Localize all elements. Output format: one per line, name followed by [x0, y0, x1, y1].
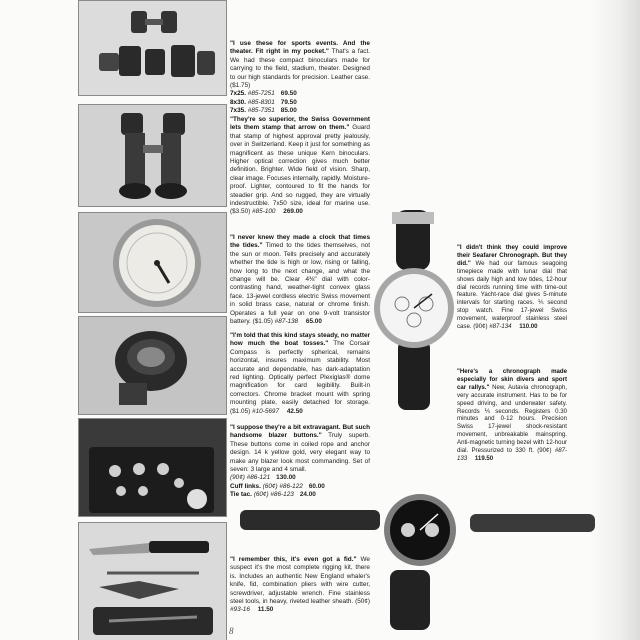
binoculars-icon: [79, 105, 226, 206]
item-body: The Corsair Compass is perfectly spherical, remains horizontal, insures maximum stability. Most accurate and dependable, has dark-adaptation red lighting. Optically perfect Plexiglas® dome magnification for card legibility. Built-in correctors. Chrome bracket mount with spring mounting plate, easily detached for storage. ($1.05): [230, 340, 370, 415]
item-sku: #87-134: [489, 323, 512, 331]
item-body: New, Autavia chronograph, very accurate instrument. Has to be for speed driving, and underwater safety. Records ⅕ seconds. Registers 0.30 minutes and 0-12 hours. Precision Swiss 17-jewel shock-resistant movement, unbreakable mainspring. Anti-magnetic turning bezel with 12-hour dial. Pressurized to 330 ft. (90¢): [457, 383, 567, 455]
price-row: (90¢) #86-121 130.00: [230, 474, 296, 482]
item-price: 269.00: [283, 208, 303, 216]
item-body: That's a fact. We had these compact binoculars made for carrying to the field, stadium, theater. Designed to our high standards for precision. Leather case. ($1.75): [230, 48, 370, 90]
compass-icon: [79, 317, 226, 414]
price-row: Tie tac. (60¢) #86-123 24.00: [230, 491, 316, 499]
price-row: 7x35. #85-7351 85.00: [230, 107, 297, 115]
item-body: Timed to the tides themselves, not the sun or moon. Tells precisely and accurately whether the tide is high or low, rising or falling, how long to the next change, and what the change will be. Clear 4⅜" dial with color-contrasting hand, weather-tight convex glass face. 13-jewel cordless electric Swiss movement in solid brass case, natural or chrome finish. Operates a full year on one 9-volt transistor battery. ($1.05): [230, 242, 370, 326]
price-row: 7x25. #85-7251 69.50: [230, 90, 297, 98]
page-fold-shadow: [590, 0, 640, 640]
item-sku: #93-16: [230, 606, 250, 614]
price-list: [230, 90, 370, 115]
kern-binoculars-photo: [78, 104, 227, 207]
item-tide-clock: [230, 234, 370, 326]
blazer-buttons-photo: [78, 418, 227, 517]
item-headline: "They're so superior, the Swiss Government lets them stamp that arrow on them.": [230, 116, 370, 132]
item-sku: #87-138: [274, 318, 299, 326]
item-compact-binoculars: [230, 40, 370, 116]
item-headline: "I'm told that this kind stays steady, no matter how much the boat tosses.": [230, 332, 370, 348]
binoculars-icon: [79, 1, 226, 95]
knife-icon: [79, 523, 226, 640]
item-autavia-chronograph: [457, 368, 567, 463]
item-body: Guard that stamp of highest approval pretty jealously, over in Switzerland. Keep it just for something as magnificent as these unique Kern binoculars. Higher optical correction gives much better definition. Brighter. Wide field of vision. Sharp, clear image. Focuses internally, rapidly. Moisture-proof. Lighter, contoured to fit the hands for steadier grip. And so rugged, they are virtually indestructible. 7x50 size, ideal for marine use. ($3.50): [230, 124, 370, 216]
item-sku: #87-133: [457, 447, 568, 462]
page-number: 8: [229, 626, 234, 636]
item-headline: "I use these for sports events. And the theater. Fit right in my pocket.": [230, 40, 370, 56]
item-compass: [230, 332, 370, 416]
price-list: [230, 474, 370, 499]
item-headline: "Here's a chronograph made especially for skin divers and sport car rallys.": [457, 368, 567, 391]
buttons-icon: [79, 419, 226, 516]
item-kern-binoculars: [230, 116, 370, 217]
item-price: 11.50: [257, 606, 274, 614]
item-seafarer-chronograph: [457, 244, 567, 331]
price-row: Cuff links. (60¢) #86-122 60.00: [230, 482, 325, 490]
item-sku: #10-5697: [252, 407, 280, 415]
corsair-compass-photo: [78, 316, 227, 415]
item-price: 110.00: [519, 323, 538, 331]
item-headline: "I didn't think they could improve their Seafarer Chronograph. But they did.": [457, 244, 567, 267]
item-price: 119.50: [474, 454, 494, 462]
item-price: 65.00: [305, 318, 322, 326]
rigging-kit-photo: [78, 522, 227, 640]
price-row: 8x30. #85-8301 79.50: [230, 98, 297, 106]
item-blazer-buttons: [230, 424, 370, 500]
seafarer-chronograph-photo: [372, 210, 462, 410]
compact-binoculars-photo: [78, 0, 227, 96]
item-headline: "I remember this, it's even got a fid.": [230, 556, 357, 563]
item-headline: "I never knew they made a clock that times the tides.": [230, 234, 370, 250]
item-price: 42.50: [286, 407, 303, 415]
item-rigging-kit: [230, 556, 370, 615]
item-body: We suspect it's the most complete rigging kit, there is. Includes an authentic New England whaler's knife, fid, combination pliers with wire cutter, screwdriver, adjustable wrench. Fine stainless steel tools, in heavy, riveted leather sheath. (50¢): [230, 556, 370, 606]
item-sku: #85-100: [252, 208, 276, 216]
clock-icon: [79, 213, 226, 312]
item-body: Truly superb. These buttons come in coiled rope and anchor design. 14 k yellow gold, very elegant way to make any blazer look most commanding. Set of seven: 3 large and 4 small.: [230, 432, 370, 474]
item-headline: "I suppose they're a bit extravagant. But such handsome blazer buttons.": [230, 424, 370, 440]
item-body: We had our famous seagoing timepiece made with lunar dial that shows daily high and low tides, 12-hour dial records running time with time-out feature. Yacht-race dial gives 5-minute intervals for starting races. ⅕ second stop watch. Fine 17-jewel Swiss movement, waterproof stainless steel case. (90¢): [457, 259, 567, 331]
tide-clock-photo: [78, 212, 227, 313]
